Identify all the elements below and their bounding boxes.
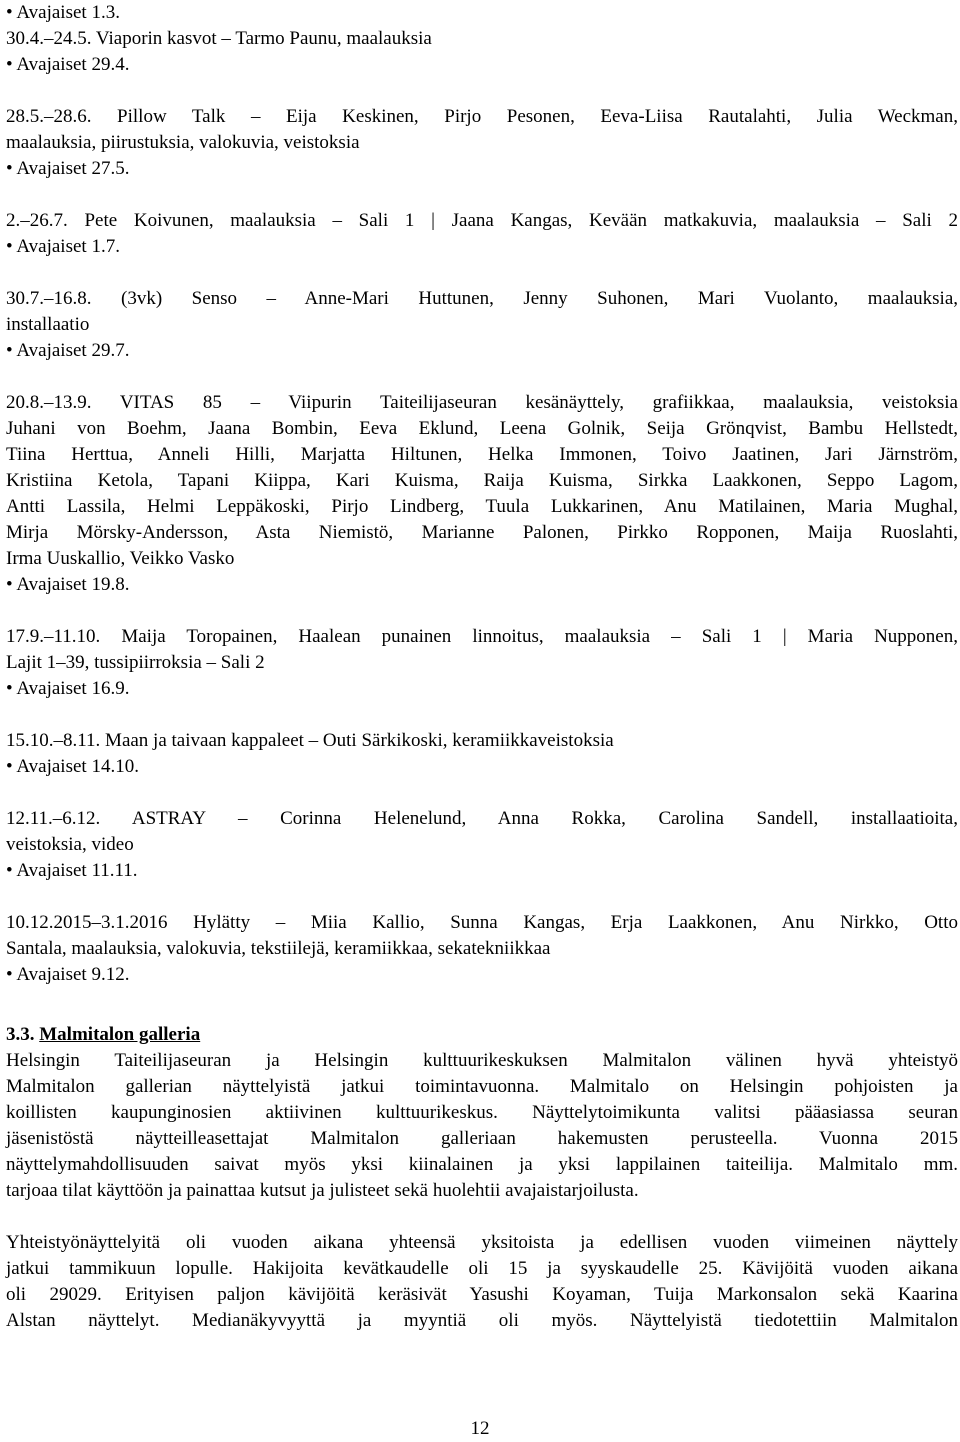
text-line: • Avajaiset 29.7. <box>6 340 130 361</box>
paragraph-line: oli 29029. Erityisen paljon kävijöitä keräsivät Yasushi Koyaman, Tuija Markonsalon sekä Kaarina <box>6 1284 958 1305</box>
text-line: • Avajaiset 29.4. <box>6 54 130 75</box>
text-line: • Avajaiset 1.3. <box>6 2 120 23</box>
text-line: 28.5.–28.6. Pillow Talk – Eija Keskinen, Pirjo Pesonen, Eeva-Liisa Rautalahti, Julia Weckman, <box>6 106 958 127</box>
text-line: veistoksia, video <box>6 834 134 855</box>
text-line: 17.9.–11.10. Maija Toropainen, Haalean punainen linnoitus, maalauksia – Sali 1 | Maria Nupponen, <box>6 626 958 647</box>
text-line: 30.4.–24.5. Viaporin kasvot – Tarmo Paunu, maalauksia <box>6 28 432 49</box>
text-line: Juhani von Boehm, Jaana Bombin, Eeva Eklund, Leena Golnik, Seija Grönqvist, Bambu Hellstedt, <box>6 418 958 439</box>
section-title: Malmitalon galleria <box>39 1024 201 1045</box>
text-line: 12.11.–6.12. ASTRAY – Corinna Helenelund, Anna Rokka, Carolina Sandell, installaatioita, <box>6 808 958 829</box>
text-line: 15.10.–8.11. Maan ja taivaan kappaleet – Outi Särkikoski, keramiikkaveistoksia <box>6 730 614 751</box>
text-line: Antti Lassila, Helmi Leppäkoski, Pirjo Lindberg, Tuula Lukkarinen, Anu Matilainen, Maria Mughal, <box>6 496 958 517</box>
text-line: • Avajaiset 9.12. <box>6 964 130 985</box>
text-line: Santala, maalauksia, valokuvia, tekstiilejä, keramiikkaa, sekatekniikkaa <box>6 938 551 959</box>
text-line: 2.–26.7. Pete Koivunen, maalauksia – Sali 1 | Jaana Kangas, Kevään matkakuvia, maalauksia – Sali 2 <box>6 210 958 231</box>
text-line: • Avajaiset 11.11. <box>6 860 138 881</box>
paragraph-line: Helsingin Taiteilijaseuran ja Helsingin kulttuurikeskuksen Malmitalon välinen hyvä yhteistyö <box>6 1050 958 1071</box>
text-line: • Avajaiset 16.9. <box>6 678 130 699</box>
text-line: maalauksia, piirustuksia, valokuvia, veistoksia <box>6 132 360 153</box>
text-line: 20.8.–13.9. VITAS 85 – Viipurin Taiteilijaseuran kesänäyttely, grafiikkaa, maalauksia, veistoksia <box>6 392 958 413</box>
paragraph-line: Alstan näyttelyt. Medianäkyvyyttä ja myyntiä oli myös. Näyttelyistä tiedotettiin Malmitalon <box>6 1310 958 1331</box>
text-line: Kristiina Ketola, Tapani Kiippa, Kari Kuisma, Raija Kuisma, Sirkka Laakkonen, Seppo Lagom, <box>6 470 958 491</box>
paragraph-line: näyttelymahdollisuuden saivat myös yksi kiinalainen ja yksi lappilainen taiteilija. Malmitalo mm. <box>6 1154 958 1175</box>
paragraph-line: jatkui tammikuun lopulle. Hakijoita kevätkaudelle oli 15 ja syyskaudelle 25. Kävijöitä vuoden aikana <box>6 1258 958 1279</box>
text-line: Tiina Herttua, Anneli Hilli, Marjatta Hiltunen, Helka Immonen, Toivo Jaatinen, Jari Järnström, <box>6 444 958 465</box>
text-line: installaatio <box>6 314 90 335</box>
text-line: 10.12.2015–3.1.2016 Hylätty – Miia Kallio, Sunna Kangas, Erja Laakkonen, Anu Nirkko, Otto <box>6 912 958 933</box>
text-line: • Avajaiset 27.5. <box>6 158 130 179</box>
paragraph-line: jäsenistöstä näytteilleasettajat Malmitalon galleriaan hakemusten perusteella. Vuonna 2015 <box>6 1128 958 1149</box>
text-line: • Avajaiset 1.7. <box>6 236 120 257</box>
text-line: • Avajaiset 14.10. <box>6 756 139 777</box>
text-line: Irma Uuskallio, Veikko Vasko <box>6 548 235 569</box>
paragraph-line: koillisten kaupunginosien aktiivinen kulttuurikeskus. Näyttelytoimikunta valitsi pääasiassa seuran <box>6 1102 958 1123</box>
paragraph-line: tarjoaa tilat käyttöön ja painattaa kutsut ja julisteet sekä huolehtii avajaistarjoilusta. <box>6 1180 639 1201</box>
paragraph-line: Malmitalon gallerian näyttelyistä jatkui toimintavuonna. Malmitalo on Helsingin pohjoisten ja <box>6 1076 958 1097</box>
section-number: 3.3. <box>6 1024 35 1045</box>
section-heading <box>6 1022 958 1048</box>
text-line: Mirja Mörsky-Andersson, Asta Niemistö, Marianne Palonen, Pirkko Ropponen, Maija Ruoslahti, <box>6 522 958 543</box>
text-line: Lajit 1–39, tussipiirroksia – Sali 2 <box>6 652 265 673</box>
text-line: 30.7.–16.8. (3vk) Senso – Anne-Mari Huttunen, Jenny Suhonen, Mari Vuolanto, maalauksia, <box>6 288 958 309</box>
text-line: • Avajaiset 19.8. <box>6 574 130 595</box>
paragraph-line: Yhteistyönäyttelyitä oli vuoden aikana yhteensä yksitoista ja edellisen vuoden viimeinen näyttely <box>6 1232 958 1253</box>
page-number: 12 <box>470 1418 490 1439</box>
